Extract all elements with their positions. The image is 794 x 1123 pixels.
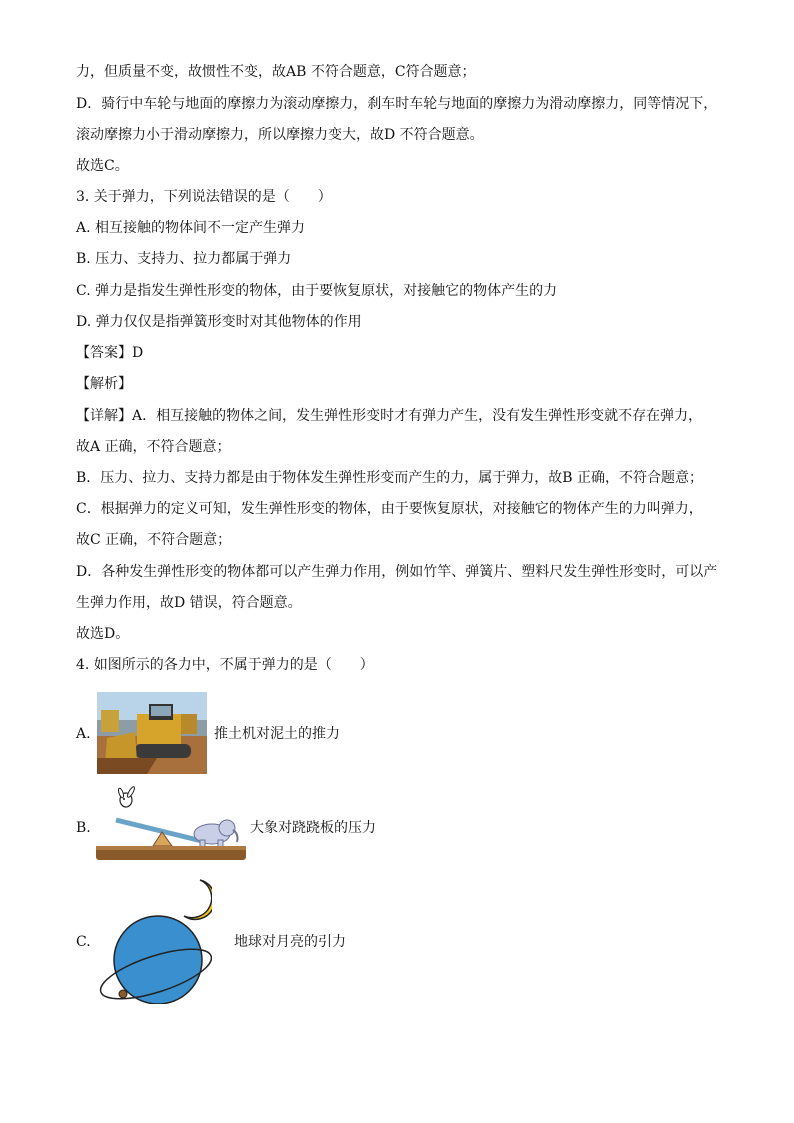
text-line: 滚动摩擦力小于滑动摩擦力，所以摩擦力变大，故D 不符合题意。 [76,127,484,143]
option-c-letter: C. [76,934,91,950]
option-b-caption: 大象对跷跷板的压力 [250,820,376,836]
text-line: 力，但质量不变，故惯性不变，故AB 不符合题意，C符合题意； [76,64,476,80]
elephant-seesaw-image [96,786,248,862]
option-a-letter: A. [76,726,91,742]
elephant-icon [194,820,238,848]
earth-moon-image [96,876,212,1004]
text-line: D．各种发生弹性形变的物体都可以产生弹力作用，例如竹竿、弹簧片、塑料尺发生弹性形变时，可以产 [76,564,718,580]
text-line: 故A 正确，不符合题意； [76,439,231,455]
option-c-caption: 地球对月亮的引力 [234,934,346,950]
text-line: D．骑行中车轮与地面的摩擦力为滚动摩擦力，刹车时车轮与地面的摩擦力为滑动摩擦力，同等情况下， [76,96,718,112]
option-b-letter: B. [76,820,91,836]
text-line: C．根据弹力的定义可知，发生弹性形变的物体，由于要恢复原状，对接触它的物体产生的力叫弹力， [76,501,703,517]
earth-icon [96,916,212,1004]
question-3-stem: 3. 关于弹力，下列说法错误的是（ ） [76,189,332,205]
text-line: 故选D。 [76,626,130,642]
rabbit-icon [117,786,135,807]
text-line: 【详解】A．相互接触的物体之间，发生弹性形变时才有弹力产生，没有发生弹性形变就不存在弹力， [76,408,703,424]
option-a-caption: 推土机对泥土的推力 [214,726,340,742]
option-c: C. 弹力是指发生弹性形变的物体，由于要恢复原状，对接触它的物体产生的力 [76,283,558,299]
text-line: 生弹力作用，故D 错误，符合题意。 [76,595,302,611]
bulldozer-image [97,692,207,774]
analysis-label: 【解析】 [76,376,132,392]
moon-icon [184,880,212,919]
text-line: 故C 正确，不符合题意； [76,532,232,548]
option-a: A. 相互接触的物体间不一定产生弹力 [76,220,306,236]
option-b: B. 压力、支持力、拉力都属于弹力 [76,251,292,267]
text-line: 故选C。 [76,158,129,174]
option-d: D. 弹力仅仅是指弹簧形变时对其他物体的作用 [76,314,362,330]
text-line: B．压力、拉力、支持力都是由于物体发生弹性形变而产生的力，属于弹力，故B 正确，不符合题意； [76,470,704,486]
question-4-stem: 4. 如图所示的各力中，不属于弹力的是（ ） [76,657,374,673]
answer-label: 【答案】D [76,345,144,361]
